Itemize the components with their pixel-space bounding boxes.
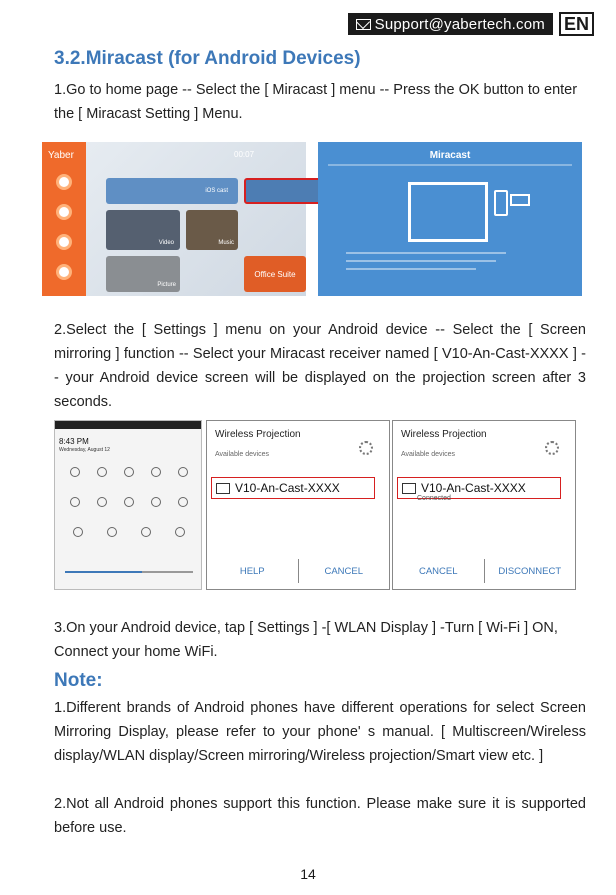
rotate-icon: [178, 467, 188, 477]
hdmi2-icon: [56, 264, 72, 280]
source-icon: [56, 204, 72, 220]
mail-icon: [356, 19, 371, 30]
device-status: Connected: [417, 495, 451, 502]
phone-icon: [494, 190, 508, 216]
office-suite-tile: Office Suite: [244, 256, 306, 292]
quick-settings-row: [61, 497, 197, 507]
android-time: 8:43 PM: [59, 437, 89, 446]
silent-icon: [151, 467, 161, 477]
support-email-box: [348, 13, 553, 35]
music-label: Music: [218, 240, 234, 246]
page-header: [348, 12, 594, 36]
device-item: [211, 477, 375, 499]
dialog-title: Wireless Projection: [401, 429, 487, 440]
picture-tile: [106, 256, 180, 292]
tv-icon: [408, 182, 488, 242]
android-date: Wednesday, August 12: [59, 447, 110, 453]
tablet-icon: [510, 194, 530, 206]
screen-recorder-icon: [141, 527, 151, 537]
wireless-projection-dialog: [206, 420, 390, 590]
flashlight-icon: [124, 467, 134, 477]
device-name: V10-An-Cast-XXXX: [235, 481, 340, 495]
ios-cast-label: iOS cast: [205, 188, 228, 194]
note-1-text: 1.Different brands of Android phones have different operations for select Screen Mirroring Display, please refer to your phone' s manual. [ Multiscreen/Wireless display/WLAN display/Screen mirroring/Wireless projection/Smart view etc. ]: [54, 700, 586, 764]
miracast-subtitle-line: [328, 164, 572, 166]
loading-spinner-icon: [359, 441, 373, 455]
location-icon: [151, 497, 161, 507]
launcher-time: 00:07: [234, 150, 255, 159]
airplane-icon: [97, 497, 107, 507]
dialog-title: Wireless Projection: [215, 429, 301, 440]
wireless-projection-dialog-connected: [392, 420, 576, 590]
available-devices-label: Available devices: [401, 451, 455, 458]
hdmi-icon: [56, 234, 72, 250]
language-badge: EN: [559, 12, 594, 36]
available-devices-label: Available devices: [215, 451, 269, 458]
music-tile: [186, 210, 238, 250]
quick-settings-row: [61, 467, 197, 477]
loading-spinner-icon: [545, 441, 559, 455]
page-number: 14: [300, 866, 316, 882]
device-name: V10-An-Cast-XXXX: [421, 481, 526, 495]
picture-label: Picture: [157, 282, 176, 288]
screen-cast-icon: [402, 483, 416, 494]
step-2-text: 2.Select the [ Settings ] menu on your Android device -- Select the [ Screen mirroring ] function -- Select your Miracast receiver named [ V10-An-Cast-XXXX ] -- your Android device screen will be displayed on the projection screen after 3 seconds.: [54, 322, 586, 410]
hotspot-icon: [70, 497, 80, 507]
data-icon: [124, 497, 134, 507]
screenshot-icon: [178, 497, 188, 507]
video-label: Video: [158, 240, 174, 246]
note-title: Note:: [54, 670, 103, 691]
step-1-text: 1.Go to home page -- Select the [ Miracast ] menu -- Press the OK button to enter the [ Miracast Setting ] Menu.: [54, 82, 578, 122]
step-3-text: 3.On your Android device, tap [ Settings ] -[ WLAN Display ] -Turn [ Wi-Fi ] ON, Connect your home WiFi.: [54, 620, 558, 660]
video-tile: [106, 210, 180, 250]
android-quick-settings: [54, 420, 202, 590]
dialog-buttons: [207, 559, 389, 583]
launcher-screenshot: [42, 142, 306, 296]
settings-icon: [56, 174, 72, 190]
cancel-button: CANCEL: [418, 565, 458, 577]
quick-settings-row: [61, 527, 197, 537]
status-bar: [55, 421, 201, 429]
cancel-button: CANCEL: [324, 565, 364, 577]
instruction-line: [346, 260, 496, 262]
brightness-slider: [65, 571, 193, 573]
screen-cast-icon: [216, 483, 230, 494]
note-2-text: 2.Not all Android phones support this function. Please make sure it is supported before use.: [54, 796, 586, 836]
wireless-projection-icon: [175, 527, 185, 537]
ios-cast-tile: [106, 178, 238, 204]
help-button: HELP: [239, 565, 265, 577]
instruction-line: [346, 268, 476, 270]
support-email: Support@yabertech.com: [374, 15, 545, 33]
launcher-sidebar: [42, 142, 86, 296]
yaber-logo: Yaber: [48, 150, 74, 161]
nfc-icon: [107, 527, 117, 537]
bluetooth-icon: [97, 467, 107, 477]
miracast-screenshot: [318, 142, 582, 296]
disconnect-button: DISCONNECT: [498, 565, 562, 577]
miracast-title: Miracast: [429, 150, 471, 161]
instruction-line: [346, 252, 506, 254]
dialog-buttons: [393, 559, 575, 583]
eye-comfort-icon: [73, 527, 83, 537]
wifi-icon: [70, 467, 80, 477]
section-title: 3.2.Miracast (for Android Devices): [54, 48, 361, 69]
